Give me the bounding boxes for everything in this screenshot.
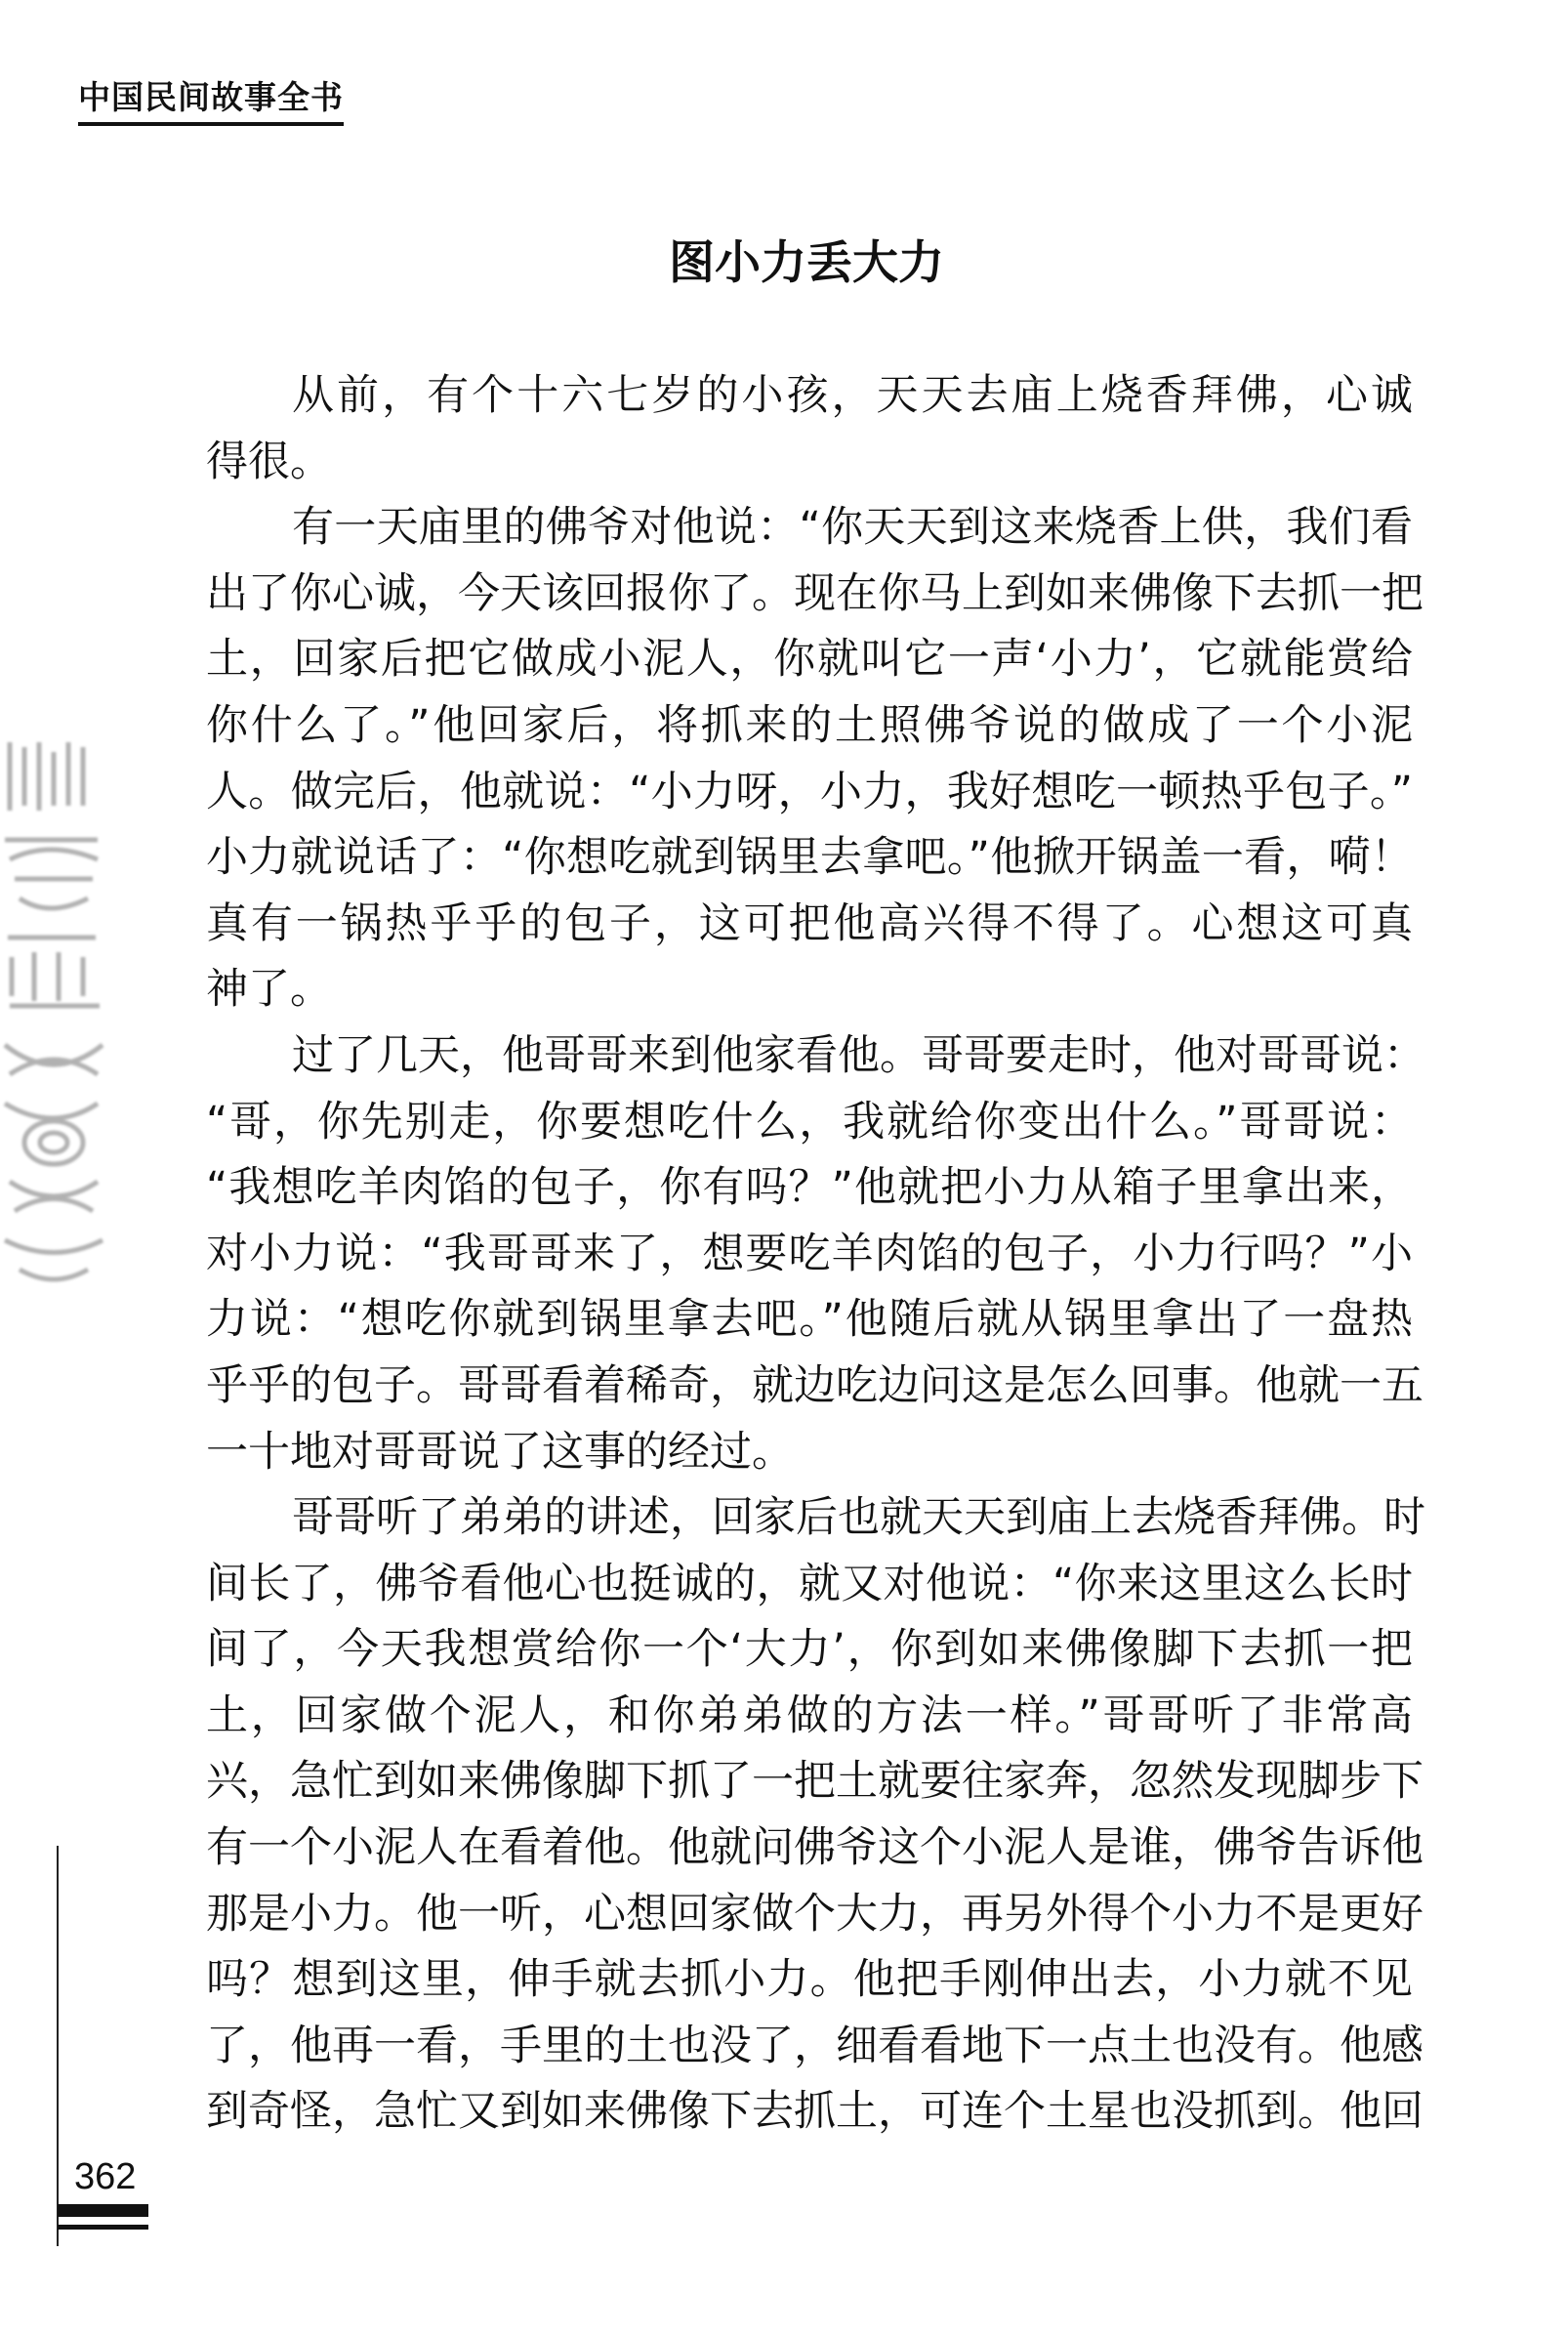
margin-rule xyxy=(57,1846,59,2246)
paragraph-line: 土，回家后把它做成小泥人，你就叫它一声‘小力’，它就能赏给 xyxy=(206,635,1413,685)
paragraph-line: 间了，今天我想赏给你一个‘大力’，你到如来佛像脚下去抓一把 xyxy=(206,1625,1413,1675)
page-number: 362 xyxy=(74,2156,137,2197)
paragraph-line: “我想吃羊肉馅的包子，你有吗？”他就把小力从箱子里拿出来， xyxy=(206,1163,1413,1213)
paragraph-line: 到奇怪，急忙又到如来佛像下去抓土，可连个土星也没抓到。他回 xyxy=(206,2087,1424,2137)
paragraph-line: 对小力说：“我哥哥来了，想要吃羊肉馅的包子，小力行吗？”小 xyxy=(206,1229,1413,1278)
paragraph-line: 神了。 xyxy=(206,965,332,1015)
paragraph-line: 出了你心诚，今天该回报你了。现在你马上到如来佛像下去抓一把 xyxy=(206,568,1424,618)
paragraph-line: 兴，急忙到如来佛像脚下抓了一把土就要往家奔，忽然发现脚步下 xyxy=(206,1757,1424,1807)
paragraph-line: “哥，你先别走，你要想吃什么，我就给你变出什么。”哥哥说： xyxy=(206,1097,1413,1147)
story-body xyxy=(206,363,1425,2146)
paragraph-line: 那是小力。他一听，心想回家做个大力，再另外得个小力不是更好 xyxy=(206,1889,1424,1939)
paragraph-line: 一十地对哥哥说了这事的经过。 xyxy=(206,1427,794,1477)
paragraph-line: 过了几天，他哥哥来到他家看他。哥哥要走时，他对哥哥说： xyxy=(292,1030,1425,1080)
margin-ornament-decoration xyxy=(0,732,105,1299)
paragraph-line: 真有一锅热乎乎的包子，这可把他高兴得不得了。心想这可真 xyxy=(206,898,1413,948)
paragraph-line: 有一个小泥人在看着他。他就问佛爷这个小泥人是谁，佛爷告诉他 xyxy=(206,1823,1424,1873)
running-head-book-title: 中国民间故事全书 xyxy=(78,72,344,126)
paragraph-line: 力说：“想吃你就到锅里拿去吧。”他随后就从锅里拿出了一盘热 xyxy=(206,1295,1413,1345)
story-title: 图小力丢大力 xyxy=(669,236,944,290)
footer-bar-thin xyxy=(58,2225,148,2230)
paragraph-line: 间长了，佛爷看他心也挺诚的，就又对他说：“你来这里这么长时 xyxy=(206,1559,1413,1608)
paragraph-line: 吗？想到这里，伸手就去抓小力。他把手刚伸出去，小力就不见 xyxy=(206,1955,1413,2005)
paragraph-line: 你什么了。”他回家后，将抓来的土照佛爷说的做成了一个小泥 xyxy=(206,700,1413,750)
paragraph-line: 了，他再一看，手里的土也没了，细看看地下一点土也没有。他感 xyxy=(206,2021,1424,2070)
footer-bar-thick xyxy=(58,2204,148,2217)
paragraph-line: 小力就说话了：“你想吃就到锅里去拿吧。”他掀开锅盖一看，嗬！ xyxy=(206,833,1413,883)
paragraph-line: 乎乎的包子。哥哥看着稀奇，就边吃边问这是怎么回事。他就一五 xyxy=(206,1360,1424,1410)
paragraph-line: 人。做完后，他就说：“小力呀，小力，我好想吃一顿热乎包子。” xyxy=(206,767,1413,816)
paragraph-line: 土，回家做个泥人，和你弟弟做的方法一样。”哥哥听了非常高 xyxy=(206,1690,1413,1740)
paragraph-line: 有一天庙里的佛爷对他说：“你天天到这来烧香上供，我们看 xyxy=(292,503,1413,553)
paragraph-line: 从前，有个十六七岁的小孩，天天去庙上烧香拜佛，心诚 xyxy=(292,371,1413,420)
paragraph-line: 得很。 xyxy=(206,437,332,486)
paragraph-line: 哥哥听了弟弟的讲述，回家后也就天天到庙上去烧香拜佛。时 xyxy=(292,1493,1425,1543)
